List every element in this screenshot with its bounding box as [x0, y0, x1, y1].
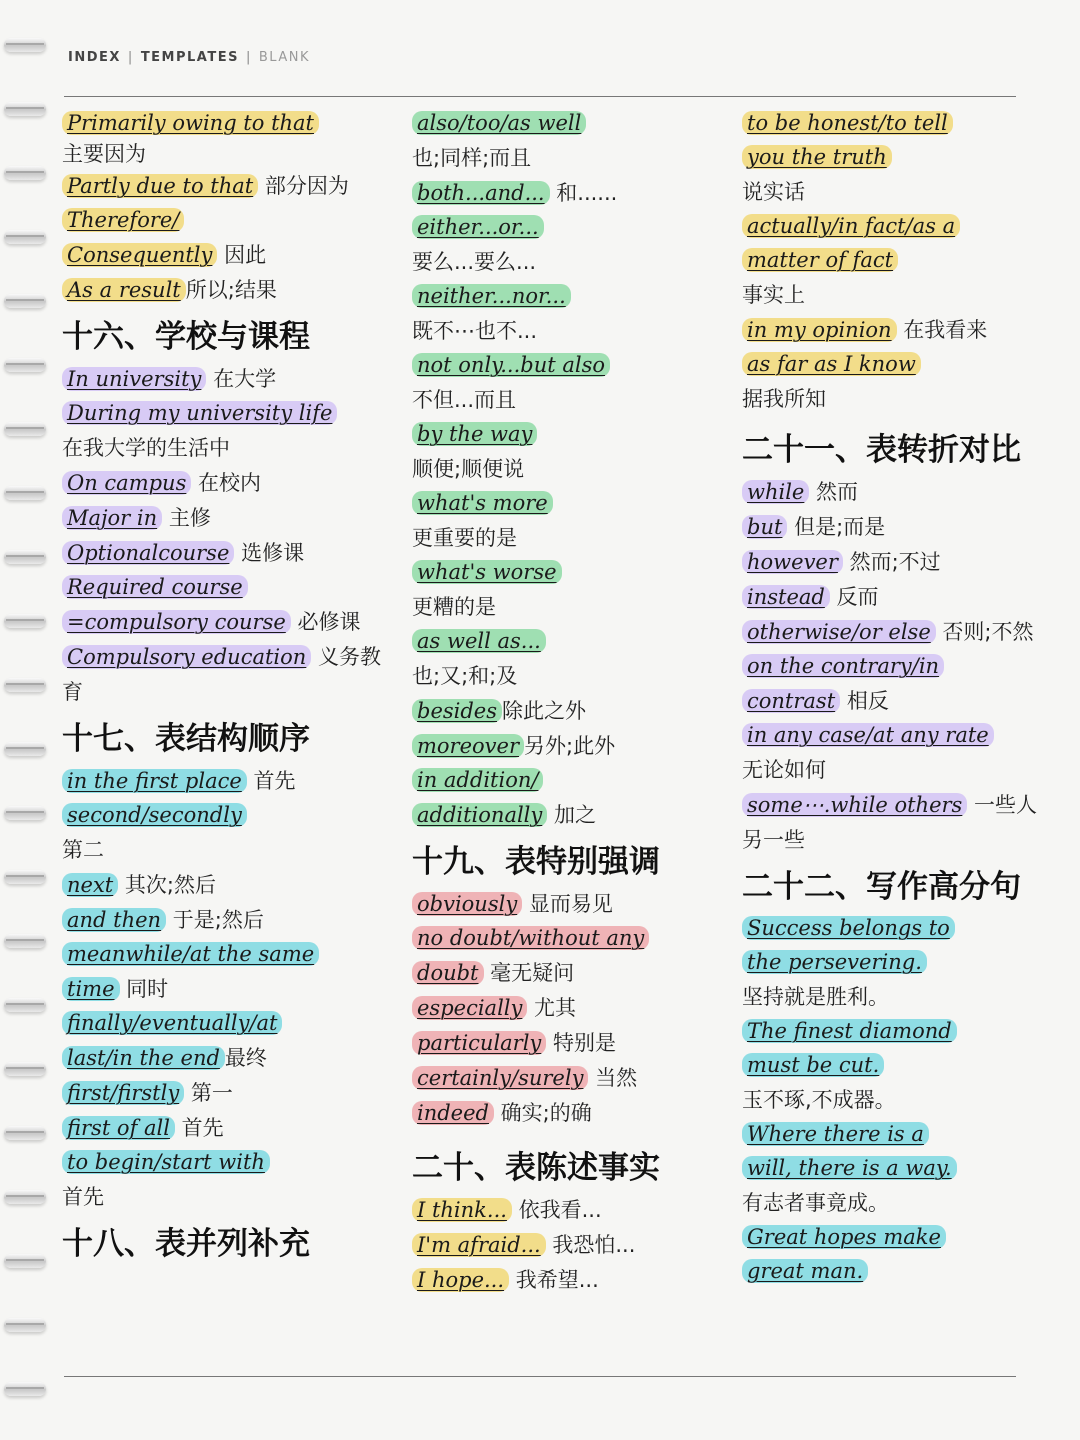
- phrase-item: [412, 1264, 730, 1299]
- spiral-binding: [0, 0, 60, 1440]
- header-blank[interactable]: BLANK: [258, 50, 310, 65]
- phrase-en: next: [62, 873, 118, 897]
- phrase-en: first/firstly: [62, 1081, 184, 1105]
- phrase-item: [742, 581, 1042, 616]
- phrase-item: [412, 1194, 730, 1229]
- phrase-en: As a result: [62, 278, 186, 302]
- phrase-zh: 在我看来: [896, 318, 988, 342]
- phrase-zh: 但是;而是: [787, 515, 886, 539]
- header-templates[interactable]: TEMPLATES: [140, 50, 239, 65]
- phrase-item: [742, 108, 1042, 211]
- phrase-en: what's worse: [412, 560, 562, 584]
- phrase-item: [412, 1229, 730, 1264]
- phrase-item: [742, 511, 1042, 546]
- phrase-item: [62, 1008, 392, 1077]
- phrase-item: [412, 730, 730, 765]
- phrase-zh: 主修: [162, 506, 211, 530]
- phrase-zh: 第一: [184, 1081, 233, 1105]
- phrase-en: doubt: [412, 961, 484, 985]
- phrase-zh: 说实话: [742, 180, 805, 204]
- phrase-en: contrast: [742, 689, 840, 713]
- phrase-item: [742, 720, 1042, 789]
- phrase-zh: 在我大学的生活中: [62, 436, 230, 460]
- phrase-zh: 确实;的确: [493, 1101, 592, 1125]
- bottom-divider: [64, 1376, 1016, 1377]
- phrase-zh: 也;同样;而且: [412, 146, 532, 170]
- phrase-zh: 相反: [840, 689, 889, 713]
- phrase-en: last/in the end: [62, 1046, 225, 1070]
- phrase-item: [62, 939, 392, 1008]
- phrase-en: as far as I know: [742, 352, 921, 376]
- phrase-en: also/too/as well: [412, 111, 586, 135]
- phrase-zh: 第二: [62, 838, 104, 862]
- phrase-zh: 据我所知: [742, 387, 826, 411]
- phrase-zh: 显而易见: [522, 892, 613, 916]
- section-heading-19: 十九、表特别强调: [412, 844, 660, 880]
- phrase-item: [62, 606, 392, 641]
- phrase-en: I hope...: [412, 1268, 509, 1292]
- phrase-en: on the contrary/in: [742, 654, 944, 678]
- phrase-zh: 有志者事竟成。: [742, 1191, 889, 1215]
- phrase-en: while: [742, 480, 809, 504]
- phrase-en: must be cut.: [742, 1053, 884, 1077]
- phrase-en: finally/eventually/at: [62, 1011, 282, 1035]
- phrase-zh: 首先: [246, 769, 296, 793]
- phrase-en: the persevering.: [742, 950, 927, 974]
- phrase-en: in any case/at any rate: [742, 723, 994, 747]
- phrase-zh: 选修课: [234, 541, 305, 565]
- phrase-zh: 无论如何: [742, 758, 826, 782]
- phrase-en: by the way: [412, 422, 537, 446]
- phrase-zh: 也;又;和;及: [412, 664, 518, 688]
- phrase-en: to be honest/to tell: [742, 111, 953, 135]
- phrase-en: obviously: [412, 892, 522, 916]
- phrase-zh: 否则;不然: [935, 620, 1034, 644]
- notebook-header: INDEX | TEMPLATES | BLANK: [68, 50, 310, 65]
- phrase-zh: 义务教育: [62, 645, 381, 704]
- phrase-item: [62, 1077, 392, 1112]
- phrase-en: in the first place: [62, 769, 247, 793]
- phrase-zh: 当然: [588, 1066, 638, 1090]
- phrase-item: [742, 651, 1042, 720]
- section-heading-17: 十七、表结构顺序: [62, 721, 310, 757]
- phrase-item: [742, 476, 1042, 511]
- phrase-en: not only...but also: [412, 353, 610, 377]
- phrase-item: [412, 212, 730, 281]
- phrase-zh: 在校内: [191, 471, 262, 495]
- phrase-item: [742, 1119, 1042, 1222]
- phrase-item: [742, 789, 1042, 859]
- phrase-item: [412, 177, 730, 212]
- phrase-en: some⋯.while others: [742, 793, 967, 817]
- phrase-item: [62, 363, 392, 398]
- phrase-en: instead: [742, 585, 830, 609]
- section-heading-21: 二十一、表转折对比: [742, 432, 1021, 468]
- phrase-en: either...or...: [412, 215, 544, 239]
- phrase-item: [62, 869, 392, 904]
- phrase-item: [62, 205, 392, 274]
- phrase-en: indeed: [412, 1101, 494, 1125]
- phrase-en: meanwhile/at the same: [62, 942, 319, 966]
- phrase-en: what's more: [412, 491, 553, 515]
- phrase-zh: 最终: [224, 1046, 267, 1070]
- phrase-en: Success belongs to: [742, 916, 955, 940]
- phrase-en: no doubt/without any: [412, 926, 649, 950]
- phrase-zh: 一些人另一些: [742, 793, 1038, 852]
- phrase-item: [62, 572, 392, 606]
- phrase-en: but: [742, 515, 787, 539]
- phrase-item: [62, 1147, 392, 1216]
- phrase-en: time: [62, 977, 120, 1001]
- column-3: [742, 108, 1042, 1290]
- phrase-item: [62, 641, 392, 711]
- phrase-en: first of all: [62, 1116, 175, 1140]
- phrase-en: Where there is a: [742, 1122, 929, 1146]
- phrase-en: Therefore/: [62, 208, 184, 232]
- phrase-item: [742, 913, 1042, 1016]
- phrase-en: matter of fact: [742, 248, 898, 272]
- phrase-zh: 于是;然后: [166, 908, 264, 932]
- phrase-en: you the truth: [742, 145, 892, 169]
- phrase-en: however: [742, 550, 843, 574]
- phrase-en: especially: [412, 996, 527, 1020]
- phrase-item: [62, 170, 392, 205]
- phrase-en: particularly: [412, 1031, 546, 1055]
- phrase-item: [412, 888, 730, 923]
- phrase-item: [412, 281, 730, 350]
- phrase-zh: 更重要的是: [412, 526, 517, 550]
- phrase-item: [412, 1027, 730, 1062]
- phrase-item: [412, 488, 730, 557]
- phrase-en: additionally: [412, 803, 547, 827]
- phrase-zh: 尤其: [527, 996, 577, 1020]
- phrase-zh: 我恐怕...: [545, 1233, 636, 1257]
- phrase-item: [412, 350, 730, 419]
- phrase-en: =compulsory course: [62, 610, 291, 634]
- phrase-item: [412, 695, 730, 730]
- phrase-zh: 主要因为: [62, 142, 146, 166]
- phrase-item: [62, 800, 392, 869]
- phrase-item: [742, 1222, 1042, 1290]
- phrase-item: [412, 419, 730, 488]
- phrase-en: as well as...: [412, 629, 546, 653]
- phrase-zh: 我希望...: [509, 1268, 599, 1292]
- phrase-zh: 另外;此外: [524, 734, 616, 758]
- phrase-item: [742, 349, 1042, 418]
- header-index[interactable]: INDEX: [68, 50, 121, 65]
- phrase-en: In university: [62, 367, 206, 391]
- phrase-item: [412, 923, 730, 992]
- phrase-zh: 首先: [174, 1116, 224, 1140]
- phrase-item: [412, 992, 730, 1027]
- top-divider: [64, 96, 1016, 97]
- phrase-zh: 部分因为: [258, 174, 349, 198]
- phrase-item: [62, 274, 392, 309]
- phrase-zh: 所以;结果: [185, 278, 277, 302]
- phrase-item: [412, 626, 730, 695]
- phrase-zh: 更糟的是: [412, 595, 496, 619]
- phrase-en: Primarily owing to that: [62, 111, 319, 135]
- phrase-zh: 其次;然后: [118, 873, 217, 897]
- section-heading-20: 二十、表陈述事实: [412, 1150, 660, 1186]
- phrase-item: [412, 108, 730, 177]
- phrase-en: Partly due to that: [62, 174, 258, 198]
- phrase-en: Compulsory education: [62, 645, 311, 669]
- phrase-item: [62, 502, 392, 537]
- phrase-en: Consequently: [62, 243, 217, 267]
- phrase-zh: 反而: [829, 585, 879, 609]
- phrase-item: [412, 557, 730, 626]
- phrase-en: During my university life: [62, 401, 337, 425]
- phrase-zh: 不但...而且: [412, 388, 517, 412]
- phrase-item: [742, 546, 1042, 581]
- phrase-en: in addition/: [412, 768, 543, 792]
- phrase-item: [62, 467, 392, 502]
- phrase-en: Optionalcourse: [62, 541, 234, 565]
- phrase-zh: 事实上: [742, 283, 805, 307]
- section-heading-22: 二十二、写作高分句: [742, 869, 1021, 905]
- phrase-item: [742, 211, 1042, 314]
- phrase-en: I'm afraid...: [412, 1233, 546, 1257]
- phrase-item: [62, 904, 392, 939]
- phrase-zh: 顺便;顺便说: [412, 457, 525, 481]
- phrase-en: Major in: [62, 506, 162, 530]
- column-2: [412, 108, 730, 1299]
- phrase-zh: 同时: [119, 977, 169, 1001]
- phrase-item: [62, 108, 392, 170]
- phrase-zh: 和......: [549, 181, 618, 205]
- phrase-zh: 要么...要么...: [412, 250, 537, 274]
- phrase-item: [742, 616, 1042, 651]
- phrase-en: will, there is a way.: [742, 1156, 957, 1180]
- section-heading-16: 十六、学校与课程: [62, 319, 310, 355]
- phrase-zh: 首先: [62, 1185, 104, 1209]
- section-heading-18: 十八、表并列补充: [62, 1226, 310, 1262]
- phrase-en: otherwise/or else: [742, 620, 936, 644]
- phrase-en: I think...: [412, 1198, 512, 1222]
- phrase-item: [62, 537, 392, 572]
- phrase-item: [412, 1097, 730, 1132]
- phrase-en: On campus: [62, 471, 191, 495]
- phrase-zh: 因此: [217, 243, 267, 267]
- phrase-zh: 既不⋯也不...: [412, 319, 538, 343]
- phrase-zh: 特别是: [546, 1031, 616, 1055]
- phrase-en: besides: [412, 699, 502, 723]
- phrase-en: in my opinion: [742, 318, 897, 342]
- phrase-item: [412, 765, 730, 834]
- phrase-en: to begin/start with: [62, 1150, 270, 1174]
- phrase-item: [62, 1112, 392, 1147]
- phrase-en: moreover: [412, 734, 524, 758]
- phrase-item: [62, 398, 392, 467]
- phrase-en: neither...nor...: [412, 284, 571, 308]
- phrase-en: certainly/surely: [412, 1066, 588, 1090]
- phrase-en: second/secondly: [62, 803, 247, 827]
- phrase-zh: 玉不琢,不成器。: [742, 1088, 896, 1112]
- phrase-zh: 毫无疑问: [483, 961, 575, 985]
- phrase-en: Required course: [62, 575, 248, 599]
- phrase-zh: 除此之外: [502, 699, 587, 723]
- phrase-en: The finest diamond: [742, 1019, 957, 1043]
- phrase-en: both...and...: [412, 181, 550, 205]
- phrase-en: Great hopes make: [742, 1225, 946, 1249]
- phrase-en: actually/in fact/as a: [742, 214, 960, 238]
- phrase-item: [412, 1062, 730, 1097]
- phrase-zh: 坚持就是胜利。: [742, 985, 889, 1009]
- phrase-zh: 加之: [547, 803, 596, 827]
- column-1: [62, 108, 392, 1270]
- phrase-zh: 然而: [809, 480, 859, 504]
- phrase-zh: 在大学: [206, 367, 277, 391]
- phrase-en: great man.: [742, 1259, 868, 1283]
- phrase-item: [742, 314, 1042, 349]
- phrase-zh: 依我看...: [511, 1198, 602, 1222]
- phrase-zh: 然而;不过: [842, 550, 941, 574]
- phrase-item: [742, 1016, 1042, 1119]
- phrase-item: [62, 765, 392, 800]
- phrase-en: and then: [62, 908, 166, 932]
- phrase-zh: 必修课: [290, 610, 361, 634]
